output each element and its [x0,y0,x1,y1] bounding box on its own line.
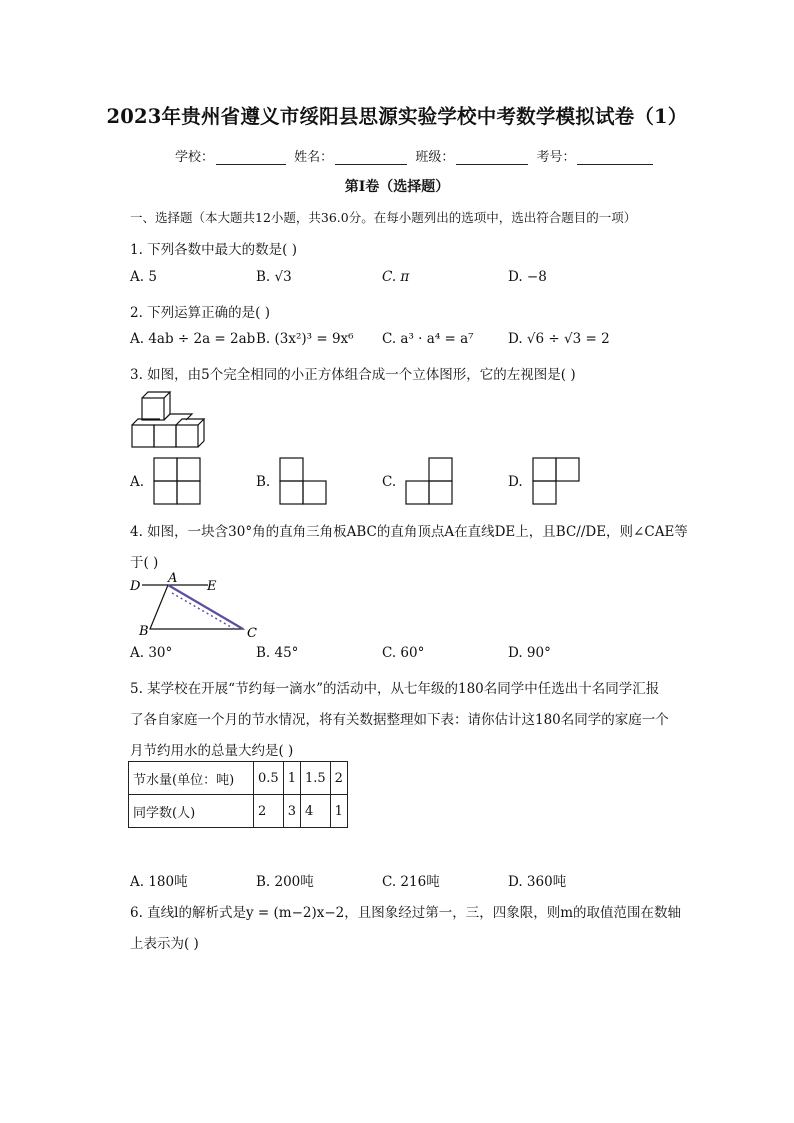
q3-option-d-figure [532,457,582,505]
q4-triangle-figure [128,572,268,642]
q3-option-c: C. [382,474,397,490]
q2-stem: 2. 下列运算正确的是( ) [130,305,270,321]
q5-option-d: D. 360吨 [508,874,567,890]
school-field[interactable] [216,151,286,165]
student-info-row [175,146,657,165]
q5-stem-line3: 月节约用水的总量大约是( ) [130,743,294,759]
q3-stem: 3. 如图，由5个完全相同的小正方体组合成一个立体图形，它的左视图是( ) [130,367,576,383]
q4-label-d: D [130,579,141,594]
table-cell: 0.5 [254,762,284,795]
q4-option-c: C. 60° [382,645,425,661]
table-cell: 1 [330,795,347,828]
table-row [129,762,348,795]
table-cell: 1 [283,762,300,795]
q3-option-d: D. [508,474,523,490]
q4-option-b: B. 45° [256,645,299,661]
q4-label-c: C [247,626,257,641]
q1-stem: 1. 下列各数中最大的数是( ) [130,242,297,258]
q1-option-d: D. −8 [508,269,547,285]
q5-stem-line2: 了各自家庭一个月的节水情况，将有关数据整理如下表：请你估计这180名同学的家庭一个 [130,712,669,728]
q4-option-a: A. 30° [130,645,173,661]
q5-data-table [128,761,348,828]
class-label: 班级： [415,150,455,165]
q3-option-b-figure [279,457,329,505]
school-label: 学校： [175,150,215,165]
class-field[interactable] [456,151,528,165]
q2-option-d: D. √6 ÷ √3 = 2 [508,331,610,347]
q2-option-b: B. (3x²)³ = 9x⁶ [256,331,354,347]
q6-stem-line2: 上表示为( ) [130,936,199,952]
q5-option-b: B. 200吨 [256,874,314,890]
q5-option-a: A. 180吨 [130,874,188,890]
table-cell: 1.5 [300,762,330,795]
exam-no-label: 考号： [536,150,576,165]
q2-option-c: C. a³ · a⁴ = a⁷ [382,331,474,347]
name-label: 姓名： [294,150,334,165]
table-cell: 3 [283,795,300,828]
q3-option-a: A. [130,474,145,490]
q3-option-b: B. [256,474,271,490]
table-cell: 2 [330,762,347,795]
q2-option-a: A. 4ab ÷ 2a = 2ab [130,331,256,347]
section-heading: 第I卷（选择题） [344,179,450,195]
table-cell: 4 [300,795,330,828]
q5-option-c: C. 216吨 [382,874,440,890]
table-cell: 同学数(人) [129,795,254,828]
q4-label-e: E [207,579,217,594]
q1-option-b: B. √3 [256,269,292,285]
q4-stem-line2: 于( ) [130,555,159,571]
q4-label-a: A [168,571,178,586]
q3-option-a-figure [153,457,203,505]
q1-option-a: A. 5 [130,269,157,285]
exam-no-field[interactable] [577,151,653,165]
q4-stem-line1: 4. 如图，一块含30°角的直角三角板ABC的直角顶点A在直线DE上，且BC//DE，则∠CAE等 [130,524,688,540]
table-row [129,795,348,828]
q4-label-b: B [139,624,149,639]
q4-option-d: D. 90° [508,645,551,661]
name-field[interactable] [335,151,407,165]
exam-title: 2023年贵州省遵义市绥阳县思源实验学校中考数学模拟试卷（1） [106,105,688,128]
q6-stem-line1: 6. 直线l的解析式是y = (m−2)x−2，且图象经过第一，三，四象限，则m的取值范围在数轴 [130,905,682,921]
table-cell: 节水量(单位：吨) [129,762,254,795]
q1-option-c: C. π [382,269,410,285]
q3-option-c-figure [405,457,455,505]
q3-cube-figure [130,390,200,450]
q5-stem-line1: 5. 某学校在开展“节约每一滴水”的活动中，从七年级的180名同学中任选出十名同学汇报 [130,681,660,697]
table-cell: 2 [254,795,284,828]
part-heading: 一、选择题（本大题共12小题，共36.0分。在每小题列出的选项中，选出符合题目的一项） [130,210,637,225]
